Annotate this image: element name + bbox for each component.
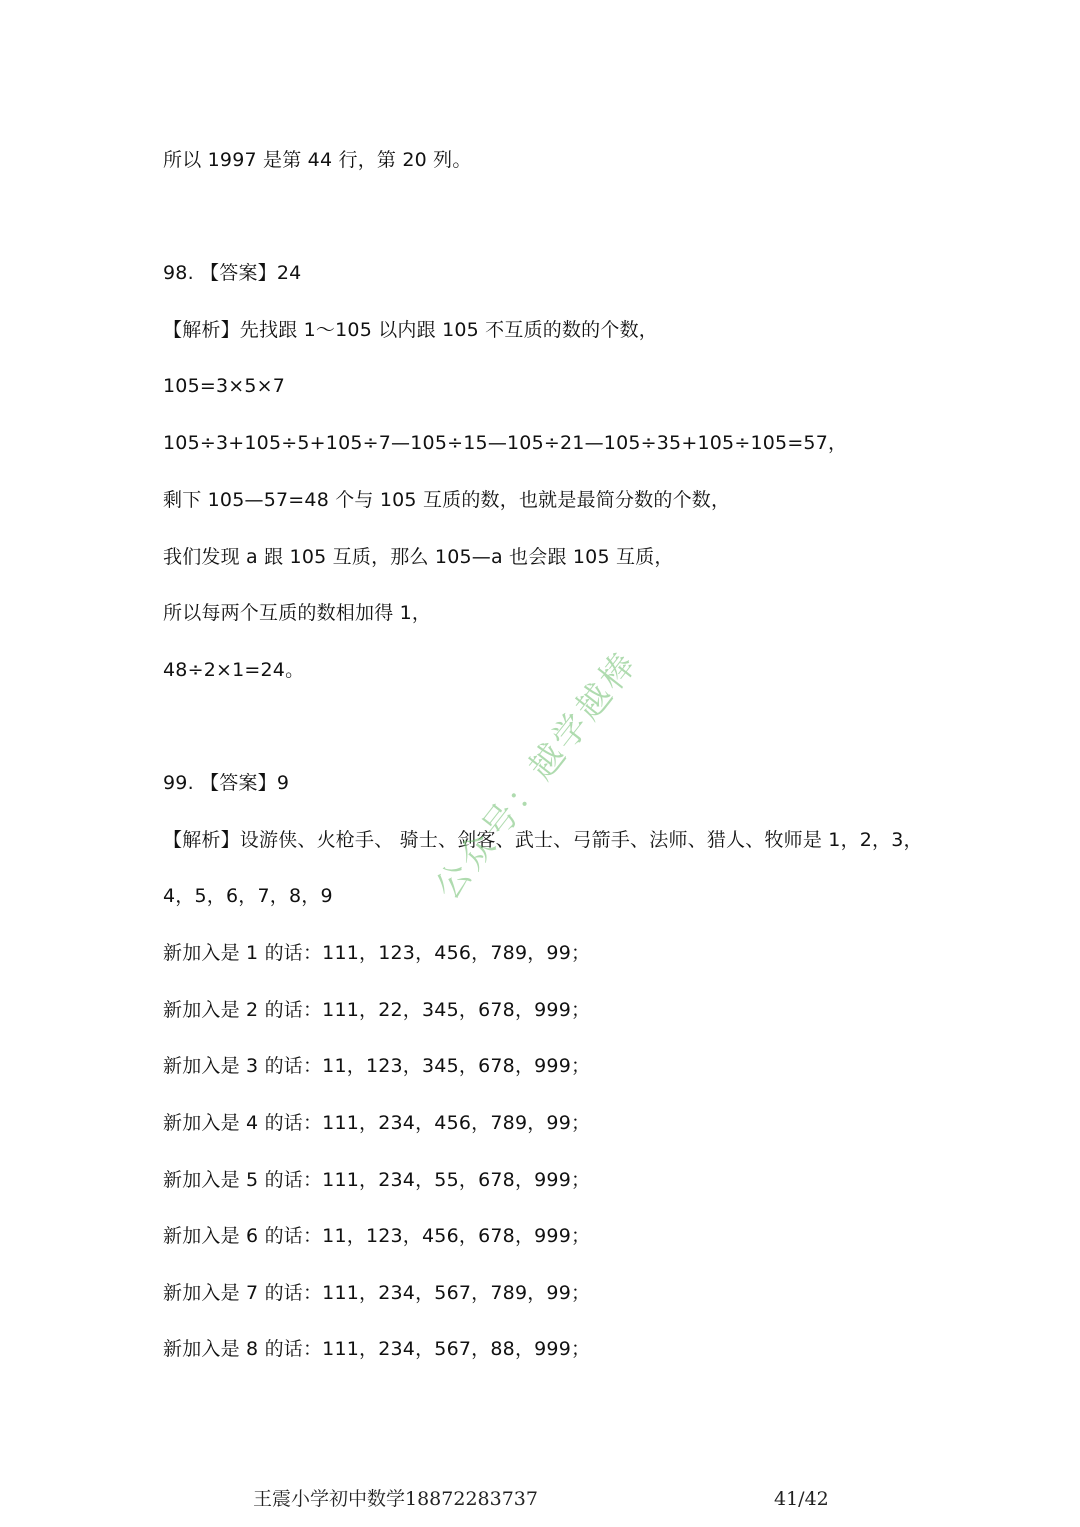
footer-author-phone: 王震小学初中数学18872283737 [253, 1488, 538, 1510]
analysis-98-line-7: 48÷2×1=24。 [163, 659, 305, 681]
analysis-98-line-5: 我们发现 a 跟 105 互质，那么 105—a 也会跟 105 互质， [163, 546, 674, 568]
analysis-99-case-4: 新加入是 4 的话：111，234，456，789，99； [163, 1112, 591, 1134]
analysis-98-line-4: 剩下 105—57=48 个与 105 互质的数，也就是最简分数的个数， [163, 489, 731, 511]
analysis-99-case-7: 新加入是 7 的话：111，234，567，789，99； [163, 1282, 591, 1304]
analysis-98-line-1: 【解析】先找跟 1～105 以内跟 105 不互质的数的个数， [163, 319, 658, 341]
analysis-98-line-3: 105÷3+105÷5+105÷7—105÷15—105÷21—105÷35+105÷105=57， [163, 432, 848, 454]
answer-98-heading: 98. 【答案】24 [163, 262, 302, 284]
analysis-99-case-1: 新加入是 1 的话：111，123，456，789，99； [163, 942, 591, 964]
analysis-99-line-1: 【解析】设游侠、火枪手、 骑士、剑客、武士、弓箭手、法师、猎人、牧师是 1，2，3， [163, 829, 923, 851]
text-line-conclusion-97: 所以 1997 是第 44 行，第 20 列。 [163, 149, 472, 171]
analysis-98-line-2: 105=3×5×7 [163, 375, 286, 397]
footer-page-number: 41/42 [774, 1488, 829, 1510]
analysis-99-case-3: 新加入是 3 的话：11，123，345，678，999； [163, 1055, 591, 1077]
analysis-99-case-6: 新加入是 6 的话：11，123，456，678，999； [163, 1225, 591, 1247]
analysis-99-case-5: 新加入是 5 的话：111，234，55，678，999； [163, 1169, 591, 1191]
analysis-99-line-2: 4，5，6，7，8，9 [163, 885, 333, 907]
analysis-98-line-6: 所以每两个互质的数相加得 1， [163, 602, 432, 624]
answer-99-heading: 99. 【答案】9 [163, 772, 290, 794]
watermark: 公众号：越学越棒 [427, 643, 647, 908]
analysis-99-case-8: 新加入是 8 的话：111，234，567，88，999； [163, 1338, 591, 1360]
analysis-99-case-2: 新加入是 2 的话：111，22，345，678，999； [163, 999, 591, 1021]
